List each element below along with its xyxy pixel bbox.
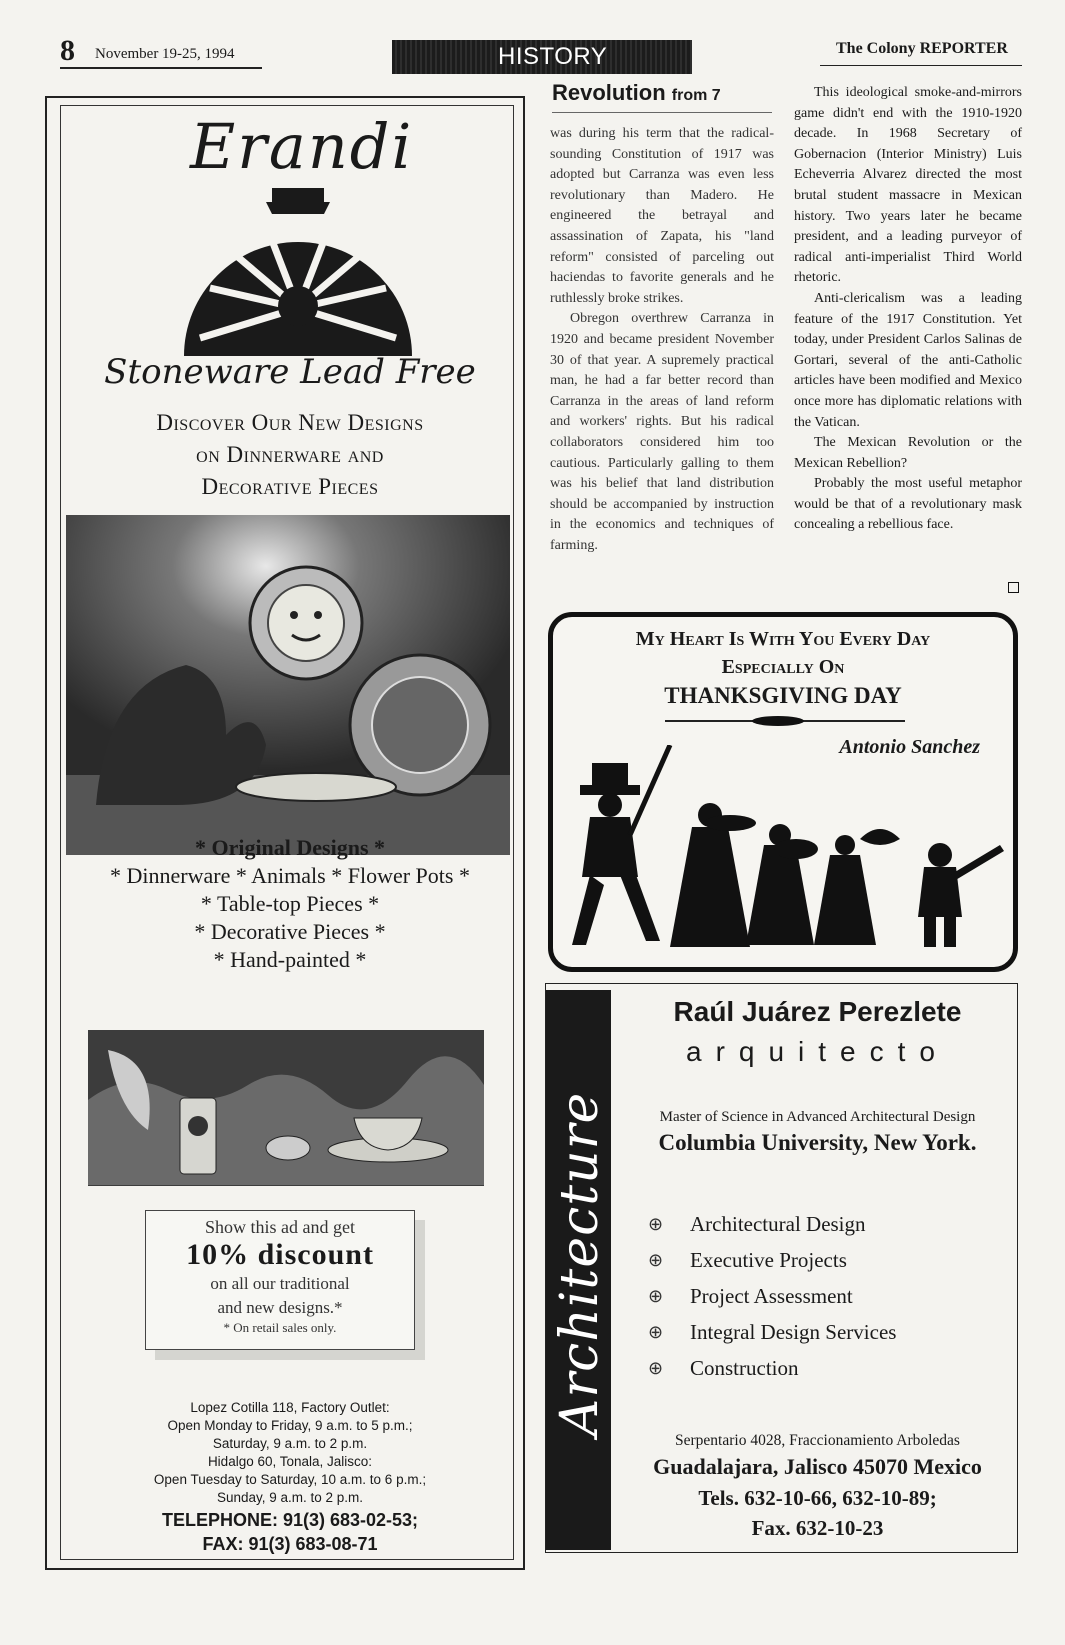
address-line: Sunday, 9 a.m. to 2 p.m. <box>216 1490 364 1505</box>
thanks-line: Especially On <box>721 656 845 678</box>
section-banner <box>392 40 692 74</box>
article-continued: from 7 <box>671 87 721 104</box>
architect-telephones: Tels. 632-10-66, 632-10-89; <box>698 1486 937 1510</box>
architect-degree: Master of Science in Advanced Architectural Design <box>659 1109 976 1125</box>
thanks-line: My Heart Is With You Every Day <box>635 628 931 650</box>
issue-date: November 19-25, 1994 <box>95 46 235 62</box>
article-paragraph: Probably the most useful metaphor would be that of a revolutionary mask concealing a rebellious face. <box>794 476 1022 533</box>
feature-line: * Original Designs * <box>194 835 386 860</box>
address-line: Saturday, 9 a.m. to 2 p.m. <box>212 1436 368 1451</box>
service-label: Architectural Design <box>690 1212 866 1236</box>
thanks-ornament <box>752 716 804 726</box>
article-column-1 <box>550 124 774 556</box>
telephone-number: TELEPHONE: 91(3) 683-02-53; <box>161 1510 419 1530</box>
crosshair-bullet-icon: ⊕ <box>648 1214 664 1234</box>
architect-title: arquitecto <box>686 1036 949 1067</box>
stoneware-tagline: Stoneware Lead Free <box>104 352 476 392</box>
discover-line: Decorative Pieces <box>201 474 379 499</box>
article-paragraph: Obregon overthrew Carranza in 1920 and became president November 30 of that year. A supremely practical man, he had a far better record than Carranza in the areas of land reform and workers' rights. But his radical collaborators considered him too cautious. Particularly galling to them was his belief that land distribution should be accompanied by instruction in the economics and techniques of farming. <box>550 311 774 553</box>
erandi-logo: Erandi <box>190 110 414 183</box>
architect-city: Guadalajara, Jalisco 45070 Mexico <box>653 1454 982 1479</box>
article-paragraph: This ideological smoke-and-mirrors game didn't end with the 1910-1920 decade. In 1968 Secretary of Gobernacion (Interior Ministry) Luis Echeverria Alvarez directed the most brutal student massacre in Mexican history. Two years later he became president, and a leading purveyor of radical anti-imperialist Third World rhetoric. <box>794 85 1022 286</box>
thanks-headline: THANKSGIVING DAY <box>664 683 902 708</box>
pottery-photo <box>66 515 510 855</box>
service-item <box>648 1284 853 1309</box>
service-item <box>648 1356 799 1381</box>
section-label: HISTORY <box>498 43 608 70</box>
architect-school: Columbia University, New York. <box>658 1130 977 1155</box>
fax-number: FAX: 91(3) 683-08-71 <box>202 1534 378 1554</box>
crosshair-bullet-icon: ⊕ <box>648 1286 664 1306</box>
architect-name: Raúl Juárez Perezlete <box>673 996 962 1027</box>
feature-line: * Table-top Pieces * <box>200 891 380 916</box>
address-line: Lopez Cotilla 118, Factory Outlet: <box>190 1400 390 1415</box>
service-label: Construction <box>690 1356 799 1380</box>
service-label: Integral Design Services <box>690 1320 897 1344</box>
architecture-vertical-label: Architecture <box>550 1091 610 1437</box>
discover-line: on Dinnerware and <box>196 442 384 467</box>
article-title <box>552 80 721 106</box>
address-line: Open Monday to Friday, 9 a.m. to 5 p.m.; <box>167 1418 413 1433</box>
service-item <box>648 1248 847 1273</box>
service-label: Project Assessment <box>690 1284 853 1308</box>
article-column-2 <box>794 83 1022 536</box>
feature-line: * Hand-painted * <box>213 947 367 972</box>
coupon-headline: 10% discount <box>186 1238 374 1271</box>
article-paragraph: The Mexican Revolution or the Mexican Rebellion? <box>794 435 1022 471</box>
article-headline: Revolution <box>552 80 666 105</box>
coupon-line: on all our traditional <box>210 1274 350 1293</box>
crosshair-bullet-icon: ⊕ <box>648 1358 664 1378</box>
discount-coupon <box>145 1210 415 1350</box>
article-rule <box>552 112 772 113</box>
crosshair-bullet-icon: ⊕ <box>648 1250 664 1270</box>
paper-name: The Colony REPORTER <box>836 40 1008 57</box>
article-paragraph: Anti-clericalism was a leading feature of the 1917 Constitution. Yet today, under President Carlos Salinas de Gortari, several of the anti-Catholic articles have been modified and Mexico once more has diplomatic relations with the Vatican. <box>794 290 1022 430</box>
feature-line: * Dinnerware * Animals * Flower Pots * <box>110 863 470 888</box>
coupon-line: and new designs.* <box>217 1298 343 1317</box>
table-pieces-photo <box>88 1030 484 1186</box>
service-item <box>648 1320 896 1345</box>
crosshair-bullet-icon: ⊕ <box>648 1322 664 1342</box>
sunburst-vase-emblem <box>180 188 416 358</box>
architect-street: Serpentario 4028, Fraccionamiento Arboledas <box>675 1432 960 1449</box>
header-rule <box>60 67 262 69</box>
pilgrims-silhouette-art <box>560 745 1010 955</box>
discover-line: Discover Our New Designs <box>156 410 424 435</box>
address-line: Open Tuesday to Saturday, 10 a.m. to 6 p.m.; <box>153 1472 427 1487</box>
service-item <box>648 1212 866 1237</box>
architect-fax: Fax. 632-10-23 <box>751 1516 884 1540</box>
article-end-mark <box>1008 582 1019 593</box>
service-label: Executive Projects <box>690 1248 847 1272</box>
thanks-signature: Antonio Sanchez <box>839 736 980 758</box>
feature-line: * Decorative Pieces * <box>194 919 386 944</box>
address-line: Hidalgo 60, Tonala, Jalisco: <box>207 1454 373 1469</box>
header-rule <box>820 65 1022 66</box>
page-number: 8 <box>60 34 75 67</box>
coupon-footnote: * On retail sales only. <box>223 1320 337 1335</box>
coupon-line: Show this ad and get <box>205 1217 355 1237</box>
article-paragraph: was during his term that the radical-sounding Constitution of 1917 was adopted but Carranza was even less revolutionary than Madero. He engineered the betrayal and assassination of Zapata, his "land reform" consisted of parceling out haciendas to favorite generals and he ruthlessly broke strikes. <box>550 126 774 306</box>
